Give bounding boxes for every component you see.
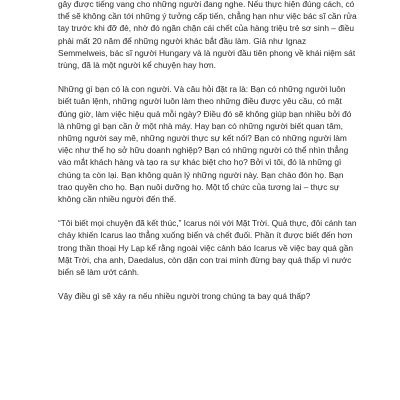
paragraph-people: Những gì bạn có là con người. Và câu hỏi đặt ra là: Bạn có những người luôn biết tuân lệnh, những người luôn làm theo những điều được yêu cầu, có mặt đúng giờ, làm việc hiệu quả mỗi ngày? Điều đó sẽ không giúp bạn nhiều bởi đó là những gì bạn cần ở một nhà máy. Hay bạn có những người biết quan tâm, những người say mê, những người thực sự kết nối? Bạn có những người làm việc như thể họ sở hữu doanh nghiệp? Bạn có những người có thể nhìn thẳng vào mắt khách hàng và tạo ra sự khác biệt cho họ? Bởi vì tôi, đó là những gì chúng ta còn lại. Bạn không quản lý những người này. Bạn chào đón họ. Bạn trao quyền cho họ. Bạn nuôi dưỡng họ. Một tổ chức của tương lai – thực sự không cần nhiều người đến thế. xyxy=(58,84,352,205)
paragraph-question: Vậy điều gì sẽ xảy ra nếu nhiều người trong chúng ta bay quá thấp? xyxy=(58,291,311,302)
paragraph-icarus: “Tôi biết mọi chuyện đã kết thúc,” Icarus nói với Mặt Trời. Quả thực, đôi cánh tan chảy khiến Icarus lao thẳng xuống biển và chết đuối. Phần ít được biết đến hơn trong thần thoại Hy Lạp kể rằng ngoài việc cảnh báo Icarus về việc bay quá gần Mặt Trời, cha anh, Daedalus, còn dặn con trai mình đừng bay quá thấp vì nước biển sẽ làm ướt cánh. xyxy=(58,218,357,278)
paragraph-semmelweis: gây được tiếng vang cho những người đang nghe. Nếu thực hiện đúng cách, có thể sẽ không cần tới những ý tưởng cấp tiến, chẳng hạn như việc bác sĩ cần rửa tay trước khi đỡ đẻ, nhờ đó ngăn chặn cái chết của hàng triệu trẻ sơ sinh – điều phải mất 20 năm để những người khác bắt đầu làm. Giả như Ignaz Semmelweis, bác sĩ người Hungary và là người đầu tiên phong về khái niệm sát trùng, đã là một người kể chuyện hay hơn. xyxy=(58,0,357,71)
page-text-block xyxy=(58,0,358,314)
